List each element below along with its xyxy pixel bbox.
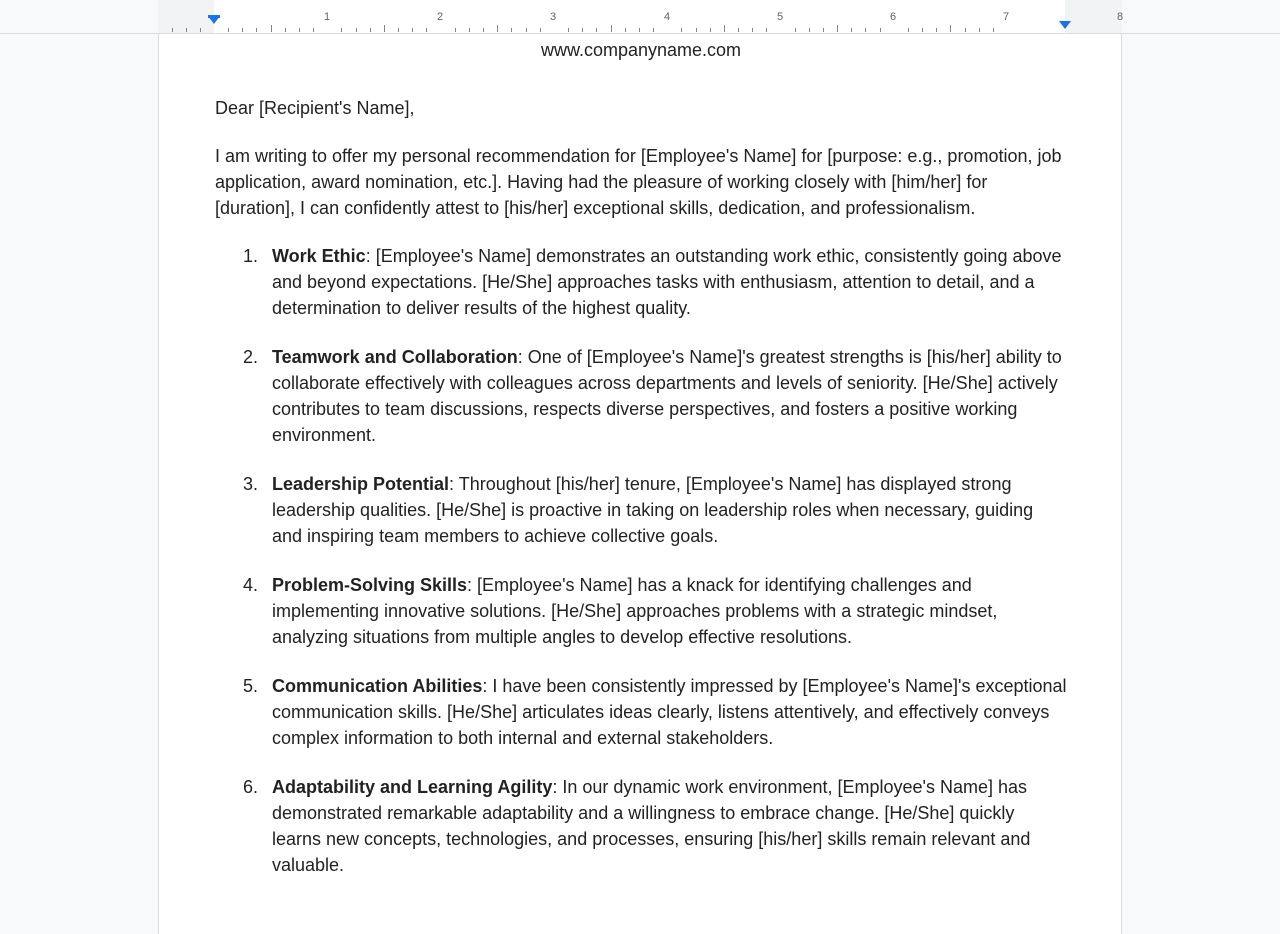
ruler-tick bbox=[256, 28, 257, 32]
ruler-tick bbox=[398, 28, 399, 32]
list-item bbox=[215, 243, 1067, 321]
list-number: 1. bbox=[243, 246, 259, 266]
ruler-tick bbox=[653, 28, 654, 32]
ruler-tick bbox=[200, 28, 201, 32]
ruler-number-1: 1 bbox=[323, 11, 331, 23]
ruler-tick bbox=[908, 28, 909, 32]
list-item-title: Communication Abilities bbox=[272, 676, 483, 696]
ruler-tick bbox=[851, 28, 852, 32]
list-item-text: : [Employee's Name] has a knack for identifying challenges and implementing innovative solutions. [He/She] approaches problems with a strategic mindset, analyzing situations from multiple angles to develop effective resolutions. bbox=[272, 575, 998, 647]
ruler-tick bbox=[752, 28, 753, 32]
ruler-tick bbox=[285, 28, 286, 32]
header-url: www.companyname.com bbox=[540, 40, 742, 60]
ruler-strip bbox=[158, 0, 1122, 33]
right-indent-marker[interactable] bbox=[1059, 21, 1071, 29]
horizontal-ruler[interactable] bbox=[0, 0, 1280, 34]
ruler-tick bbox=[299, 28, 300, 32]
ruler-tick bbox=[384, 25, 385, 32]
ruler-tick bbox=[696, 28, 697, 32]
ruler-number-7: 7 bbox=[1002, 11, 1010, 23]
ruler-tick bbox=[724, 25, 725, 32]
list-item bbox=[215, 572, 1067, 650]
ruler-tick bbox=[965, 28, 966, 32]
ruler-tick bbox=[412, 28, 413, 32]
ruler-tick bbox=[993, 28, 994, 32]
ruler-tick bbox=[511, 28, 512, 32]
list-item bbox=[215, 774, 1067, 878]
ruler-number-8: 8 bbox=[1116, 11, 1124, 23]
ruler-number-6: 6 bbox=[889, 11, 897, 23]
list-item-title: Problem-Solving Skills bbox=[272, 575, 468, 595]
document-body[interactable] bbox=[215, 34, 1067, 901]
list-item-title: Adaptability and Learning Agility bbox=[272, 777, 553, 797]
ruler-tick bbox=[540, 28, 541, 32]
ruler-tick bbox=[766, 28, 767, 32]
ruler-tick bbox=[497, 25, 498, 32]
ruler-tick bbox=[582, 28, 583, 32]
list-item-text: : One of [Employee's Name]'s greatest strengths is [his/her] ability to collaborate effectively with colleagues across departments and levels of seniority. [He/She] actively contributes to team discussions, respects diverse perspectives, and fosters a positive working environment. bbox=[272, 347, 1062, 445]
ruler-number-4: 4 bbox=[663, 11, 671, 23]
list-number: 2. bbox=[243, 347, 259, 367]
ruler-tick bbox=[483, 28, 484, 32]
list-item-text: : Throughout [his/her] tenure, [Employee's Name] has displayed strong leadership qualities. [He/She] is proactive in taking on leadership roles when necessary, guiding and inspiring team members to achieve collective goals. bbox=[272, 474, 1034, 546]
ruler-tick bbox=[823, 28, 824, 32]
ruler-tick bbox=[922, 28, 923, 32]
list-item bbox=[215, 471, 1067, 549]
list-number: 3. bbox=[243, 474, 259, 494]
salutation: Dear [Recipient's Name], bbox=[215, 98, 415, 118]
intro-paragraph: I am writing to offer my personal recommendation for [Employee's Name] for [purpose: e.g., promotion, job application, award nomination, etc.]. Having had the pleasure of working closely with [him/her] for [duration], I can confidently attest to [his/her] exceptional skills, dedication, and professionalism. bbox=[215, 146, 1062, 218]
ruler-tick bbox=[356, 28, 357, 32]
left-indent-marker[interactable] bbox=[208, 16, 220, 24]
ruler-tick bbox=[950, 25, 951, 32]
list-item-title: Leadership Potential bbox=[272, 474, 450, 494]
ruler-tick bbox=[837, 25, 838, 32]
list-item-text: : In our dynamic work environment, [Employee's Name] has demonstrated remarkable adaptability and a willingness to embrace change. [He/She] quickly learns new concepts, technologies, and processes, ensuring [his/her] skills remain relevant and valuable. bbox=[272, 777, 1031, 875]
ruler-tick bbox=[469, 28, 470, 32]
list-item bbox=[215, 673, 1067, 751]
list-item-title: Work Ethic bbox=[272, 246, 366, 266]
ruler-tick bbox=[795, 28, 796, 32]
ruler-tick bbox=[611, 25, 612, 32]
ruler-number-2: 2 bbox=[436, 11, 444, 23]
ruler-tick bbox=[186, 28, 187, 32]
ruler-number-3: 3 bbox=[549, 11, 557, 23]
list-number: 5. bbox=[243, 676, 259, 696]
ruler-tick bbox=[738, 28, 739, 32]
ruler-tick bbox=[313, 28, 314, 32]
ruler-tick bbox=[426, 28, 427, 32]
ruler-number-5: 5 bbox=[776, 11, 784, 23]
ruler-tick bbox=[228, 28, 229, 32]
ruler-tick bbox=[936, 28, 937, 32]
list-item-text: : I have been consistently impressed by [Employee's Name]'s exceptional communication skills. [He/She] articulates ideas clearly, listens attentively, and effectively conveys complex information to both internal and external stakeholders. bbox=[272, 676, 1067, 748]
ruler-tick bbox=[979, 28, 980, 32]
ruler-right-margin bbox=[1065, 0, 1122, 33]
ruler-tick bbox=[526, 28, 527, 32]
ruler-tick bbox=[172, 28, 173, 32]
ruler-tick bbox=[809, 28, 810, 32]
list-item-title: Teamwork and Collaboration bbox=[272, 347, 518, 367]
ruler-tick bbox=[596, 28, 597, 32]
ruler-tick bbox=[341, 28, 342, 32]
ruler-tick bbox=[242, 28, 243, 32]
list-number: 6. bbox=[243, 777, 259, 797]
ruler-tick bbox=[681, 28, 682, 32]
list-number: 4. bbox=[243, 575, 259, 595]
list-item-text: : [Employee's Name] demonstrates an outstanding work ethic, consistently going above and beyond expectations. [He/She] approaches tasks with enthusiasm, attention to detail, and a determination to deliver results of the highest quality. bbox=[272, 246, 1062, 318]
ruler-tick bbox=[625, 28, 626, 32]
ruler-tick bbox=[710, 28, 711, 32]
ruler-tick bbox=[865, 28, 866, 32]
ruler-tick bbox=[568, 28, 569, 32]
ruler-tick bbox=[455, 28, 456, 32]
ruler-tick bbox=[880, 28, 881, 32]
list-item bbox=[215, 344, 1067, 448]
ruler-tick bbox=[271, 25, 272, 32]
ruler-tick bbox=[639, 28, 640, 32]
recommendation-list bbox=[215, 243, 1067, 878]
ruler-tick bbox=[370, 28, 371, 32]
document-page[interactable] bbox=[158, 34, 1122, 934]
